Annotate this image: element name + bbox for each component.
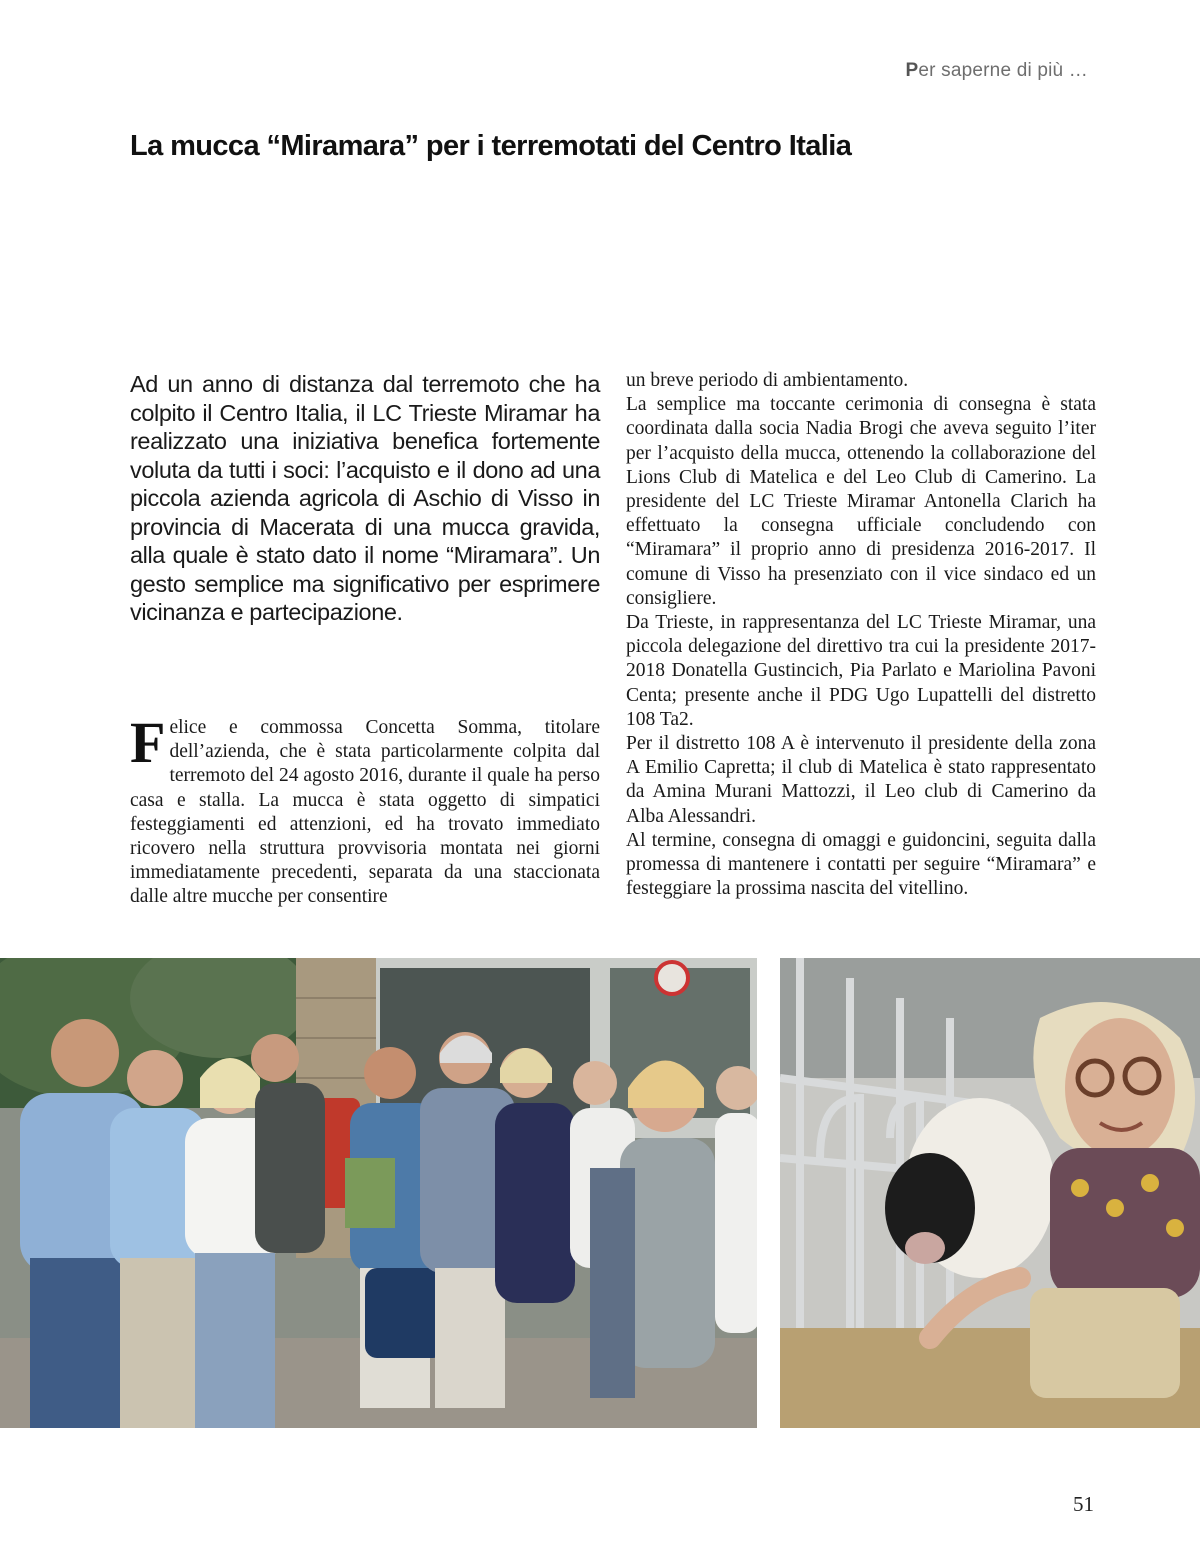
body-paragraph-5: Per il distretto 108 A è intervenuto il presidente della zona A Emilio Capretta; il club di Matelica è stato rappresentato da Amina Murani Mattozzi, il Leo club di Camerino da Alba Alessandri.	[626, 733, 1096, 827]
running-header-initial: P	[905, 60, 919, 81]
group-photo	[0, 958, 757, 1428]
body-paragraph-4: Da Trieste, in rappresentanza del LC Trieste Miramar, una piccola delegazione del direttivo tra cui la presidente 2017-2018 Donatella Gustincich, Pia Parlato e Mariolina Pavoni Centa; presente anche il PDG Ugo Lupattelli del distretto 108 Ta2.	[626, 612, 1096, 730]
running-header	[906, 60, 1089, 82]
body-paragraph-1-text: elice e commossa Concetta Somma, titolare dell’azienda, che è stata particolarmente colpita dal terremoto del 24 agosto 2016, durante il quale ha perso casa e stalla. La mucca è stata oggetto di simpatici festeggiamenti ed attenzioni, ed ha trovato immediato ricovero nella struttura provvisoria montata nei giorni immediatamente precedenti, separata da una staccionata dalle altre mucche per consentire	[130, 717, 600, 908]
page-number: 51	[1073, 1492, 1094, 1516]
body-column-right	[626, 369, 1096, 901]
running-header-text: er saperne di più …	[918, 60, 1088, 81]
body-paragraph-1	[130, 710, 600, 910]
group-photo-illustration	[0, 958, 757, 1428]
body-paragraph-3: La semplice ma toccante cerimonia di consegna è stata coordinata dalla socia Nadia Brogi che aveva seguito l’iter per l’acquisto della mucca, ottenendo la collaborazione del Lions Club di Matelica e del Leo Club di Camerino. La presidente del LC Trieste Miramar Antonella Clarich ha effettuato la consegna ufficiale concludendo con “Miramara” il proprio anno di presidenza 2016-2017. Il comune di Visso ha presenziato con il vice sindaco ed un consigliere.	[626, 394, 1096, 609]
drop-cap: F	[130, 710, 166, 775]
body-paragraph-6: Al termine, consegna di omaggi e guidoncini, seguita dalla promessa di mantenere i contatti per seguire “Miramara” e festeggiare la prossima nascita del vitellino.	[626, 829, 1096, 900]
cow-photo-illustration	[780, 958, 1200, 1428]
body-column-left	[130, 710, 600, 910]
article-title: La mucca “Miramara” per i terremotati del Centro Italia	[130, 130, 852, 162]
cow-photo	[780, 958, 1200, 1428]
body-paragraph-2: un breve periodo di ambientamento.	[626, 370, 909, 391]
article-lead: Ad un anno di distanza dal terremoto che ha colpito il Centro Italia, il LC Trieste Miramar ha realizzato una iniziativa benefica fortemente voluta da tutti i soci: l’acquisto e il dono ad una piccola azienda agricola di Aschio di Visso in provincia di Macerata di una mucca gravida, alla quale è stato dato il nome “Miramara”. Un gesto semplice ma significativo per esprimere vicinanza e partecipazione.	[130, 371, 600, 625]
